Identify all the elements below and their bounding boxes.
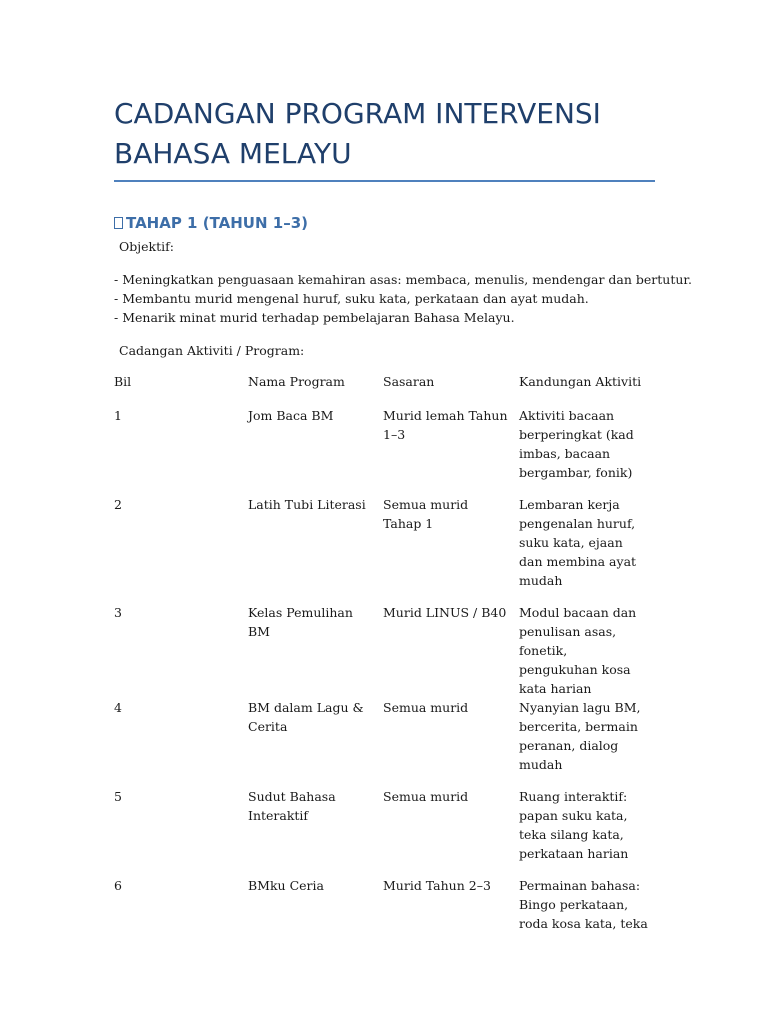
header-sasaran: Sasaran xyxy=(383,374,435,389)
document-title xyxy=(114,94,674,174)
cell-text: Modul bacaan dan penulisan asas, fonetik, pengukuhan kosa kata harian xyxy=(519,605,637,696)
title-line-1: CADANGAN PROGRAM INTERVENSI xyxy=(114,97,601,130)
cell-text: Latih Tubi Literasi xyxy=(248,497,366,512)
cell-kandungan xyxy=(519,603,649,698)
title-underline xyxy=(114,180,655,182)
cell-text: Murid lemah Tahun 1–3 xyxy=(383,408,508,442)
table-row xyxy=(114,876,649,956)
cell-nama-program xyxy=(248,603,383,698)
cell-text: Semua murid Tahap 1 xyxy=(383,497,469,531)
cell-text: Nyanyian lagu BM, bercerita, bermain peranan, dialog mudah xyxy=(519,700,641,772)
table-row xyxy=(114,787,649,876)
header-bil: Bil xyxy=(114,374,132,389)
cell-sasaran xyxy=(383,787,519,876)
header-nama-program: Nama Program xyxy=(248,374,345,389)
cell-text: BMku Ceria xyxy=(248,878,324,893)
table-row xyxy=(114,495,649,603)
section-heading-text: TAHAP 1 (TAHUN 1–3) xyxy=(126,214,308,232)
cell-sasaran xyxy=(383,876,519,956)
table-row xyxy=(114,404,649,495)
activities-label: Cadangan Aktiviti / Program: xyxy=(119,343,305,358)
cell-text: Lembaran kerja pengenalan huruf, suku kata, ejaan dan membina ayat mudah xyxy=(519,497,637,588)
cell-text: Permainan bahasa: Bingo perkataan, roda kosa kata, teka xyxy=(519,878,648,931)
title-line-2: BAHASA MELAYU xyxy=(114,137,352,170)
cell-nama-program xyxy=(248,876,383,956)
cell-bil: 6 xyxy=(114,878,122,893)
cell-kandungan xyxy=(519,787,649,876)
cell-text: Murid Tahun 2–3 xyxy=(383,878,491,893)
cell-bil: 2 xyxy=(114,497,122,512)
objektif-label: Objektif: xyxy=(119,239,174,254)
objectives-list xyxy=(114,270,692,327)
cell-sasaran xyxy=(383,495,519,603)
cell-bil: 5 xyxy=(114,789,122,804)
objective-item: - Membantu murid mengenal huruf, suku kata, perkataan dan ayat mudah. xyxy=(114,291,589,306)
cell-kandungan xyxy=(519,404,649,495)
cell-text: Jom Baca BM xyxy=(248,408,334,423)
cell-bil: 4 xyxy=(114,700,122,715)
activities-table xyxy=(114,370,649,956)
cell-bil: 1 xyxy=(114,408,122,423)
table-row xyxy=(114,603,649,698)
objective-item: - Menarik minat murid terhadap pembelajaran Bahasa Melayu. xyxy=(114,310,515,325)
section-heading xyxy=(114,213,308,233)
cell-text: Aktiviti bacaan berperingkat (kad imbas, bacaan bergambar, fonik) xyxy=(519,408,634,480)
table-row xyxy=(114,698,649,787)
header-kandungan-aktiviti: Kandungan Aktiviti xyxy=(519,374,642,389)
cell-text: Semua murid xyxy=(383,789,469,804)
cell-sasaran xyxy=(383,603,519,698)
cell-nama-program xyxy=(248,698,383,787)
cell-text: BM dalam Lagu & Cerita xyxy=(248,700,364,734)
cell-text: Murid LINUS / B40 xyxy=(383,605,507,620)
cell-bil: 3 xyxy=(114,605,122,620)
table-header-row xyxy=(114,370,649,404)
cell-nama-program xyxy=(248,495,383,603)
cell-text: Ruang interaktif: papan suku kata, teka silang kata, perkataan harian xyxy=(519,789,629,861)
cell-sasaran xyxy=(383,404,519,495)
missing-glyph-icon xyxy=(114,217,123,229)
cell-kandungan xyxy=(519,495,649,603)
cell-text: Semua murid xyxy=(383,700,469,715)
objective-item: - Meningkatkan penguasaan kemahiran asas: membaca, menulis, mendengar dan bertutur. xyxy=(114,272,692,287)
cell-nama-program xyxy=(248,787,383,876)
cell-nama-program xyxy=(248,404,383,495)
cell-sasaran xyxy=(383,698,519,787)
cell-kandungan xyxy=(519,698,649,787)
cell-text: Kelas Pemulihan BM xyxy=(248,605,353,639)
cell-kandungan xyxy=(519,876,649,956)
cell-text: Sudut Bahasa Interaktif xyxy=(248,789,336,823)
